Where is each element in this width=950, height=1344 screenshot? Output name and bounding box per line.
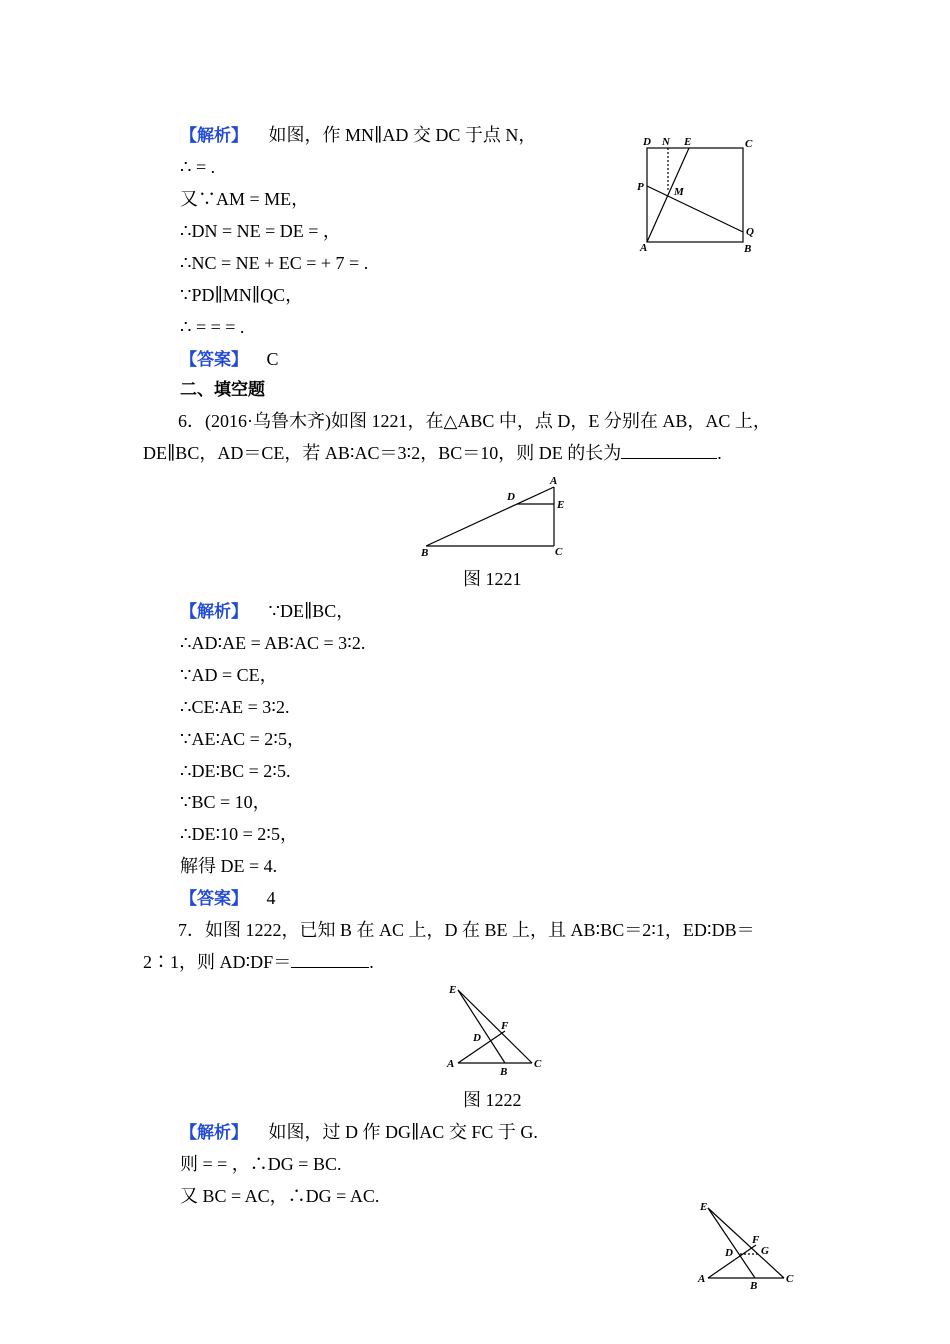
label-c: C bbox=[534, 1058, 542, 1070]
q6-step-5: ∴DE∶BC = 2∶5. bbox=[180, 761, 291, 781]
analysis-tag: 【解析】 bbox=[180, 1123, 248, 1143]
analysis-text: 如图，过 D 作 DG∥AC 交 FC 于 G. bbox=[268, 1122, 538, 1142]
q6-step-8: 解得 DE = 4. bbox=[180, 856, 278, 876]
label-d: D bbox=[643, 136, 651, 148]
answer-tag: 【答案】 bbox=[180, 889, 248, 909]
section-title: 二、填空题 bbox=[180, 380, 265, 400]
q6-stem-line-1: 6．(2016·乌鲁木齐)如图 1221，在△ABC 中，点 D，E 分别在 AB，AC 上， bbox=[178, 411, 771, 431]
label-a: A bbox=[698, 1273, 706, 1285]
label-e: E bbox=[557, 499, 565, 511]
label-g: G bbox=[761, 1245, 769, 1257]
label-e: E bbox=[449, 984, 457, 996]
label-n: N bbox=[662, 136, 670, 148]
label-d: D bbox=[725, 1247, 733, 1259]
q7-step-1: 则 = = ，∴DG = BC. bbox=[180, 1154, 342, 1174]
q6-step-7: ∴DE∶10 = 2∶5， bbox=[180, 824, 298, 844]
analysis-tag: 【解析】 bbox=[180, 602, 248, 622]
analysis-text: ∵DE∥BC， bbox=[268, 601, 355, 621]
q5-step-3: ∴DN = NE = DE = ， bbox=[180, 221, 341, 241]
q6-step-6: ∵BC = 10， bbox=[180, 792, 271, 812]
q5-step-5: ∵PD∥MN∥QC， bbox=[180, 285, 304, 305]
analysis-tag: 【解析】 bbox=[180, 126, 248, 146]
q7-stem-text: 2∶1，则 AD∶DF＝ bbox=[143, 952, 292, 972]
analysis-text: 如图，作 MN∥AD 交 DC 于点 N， bbox=[268, 125, 537, 145]
answer-tag: 【答案】 bbox=[180, 350, 248, 370]
q6-figure-caption: 图 1221 bbox=[463, 569, 522, 589]
label-c: C bbox=[745, 138, 753, 150]
label-b: B bbox=[500, 1066, 508, 1078]
q6-step-1: ∴AD∶AE = AB∶AC = 3∶2. bbox=[180, 633, 366, 653]
label-d: D bbox=[473, 1032, 481, 1044]
segment-ec bbox=[708, 1208, 784, 1278]
label-b: B bbox=[744, 243, 752, 255]
q6-step-2: ∵AD = CE， bbox=[180, 665, 278, 685]
q7-stem-line-1: 7．如图 1222，已知 B 在 AC 上，D 在 BE 上，且 AB∶BC＝2∶1，ED∶DB＝ bbox=[178, 920, 755, 940]
label-f: F bbox=[752, 1234, 760, 1246]
label-q: Q bbox=[746, 226, 754, 238]
label-e: E bbox=[700, 1201, 708, 1213]
label-f: F bbox=[501, 1020, 509, 1032]
label-a: A bbox=[640, 242, 648, 254]
q6-stem-text: DE∥BC，AD＝CE，若 AB∶AC＝3∶2，BC＝10，则 DE 的长为 bbox=[143, 443, 622, 463]
q6-step-4: ∵AE∶AC = 2∶5， bbox=[180, 729, 305, 749]
q5-step-2: 又∵AM = ME， bbox=[180, 189, 310, 209]
answer-value: 4 bbox=[266, 888, 276, 908]
label-c: C bbox=[555, 546, 563, 558]
label-d: D bbox=[507, 491, 515, 503]
q7-step-2: 又 BC = AC，∴DG = AC. bbox=[180, 1186, 380, 1206]
q7-stem-end: . bbox=[369, 952, 374, 972]
label-a: A bbox=[550, 475, 558, 487]
q5-step-4: ∴NC = NE + EC = + 7 = . bbox=[180, 253, 369, 273]
label-b: B bbox=[750, 1280, 758, 1292]
q7-figure-caption: 图 1222 bbox=[463, 1090, 522, 1110]
label-p: P bbox=[637, 181, 644, 193]
q6-step-3: ∴CE∶AE = 3∶2. bbox=[180, 697, 290, 717]
answer-value: C bbox=[266, 349, 279, 369]
label-a: A bbox=[447, 1058, 455, 1070]
segment-eb bbox=[708, 1208, 755, 1278]
q6-stem-end: . bbox=[717, 443, 722, 463]
q5-step-6: ∴ = = = . bbox=[180, 317, 245, 337]
label-b: B bbox=[421, 547, 429, 559]
label-c: C bbox=[786, 1273, 794, 1285]
q5-step-1: ∴ = . bbox=[180, 157, 216, 177]
label-m: M bbox=[674, 186, 684, 198]
label-e: E bbox=[684, 136, 692, 148]
